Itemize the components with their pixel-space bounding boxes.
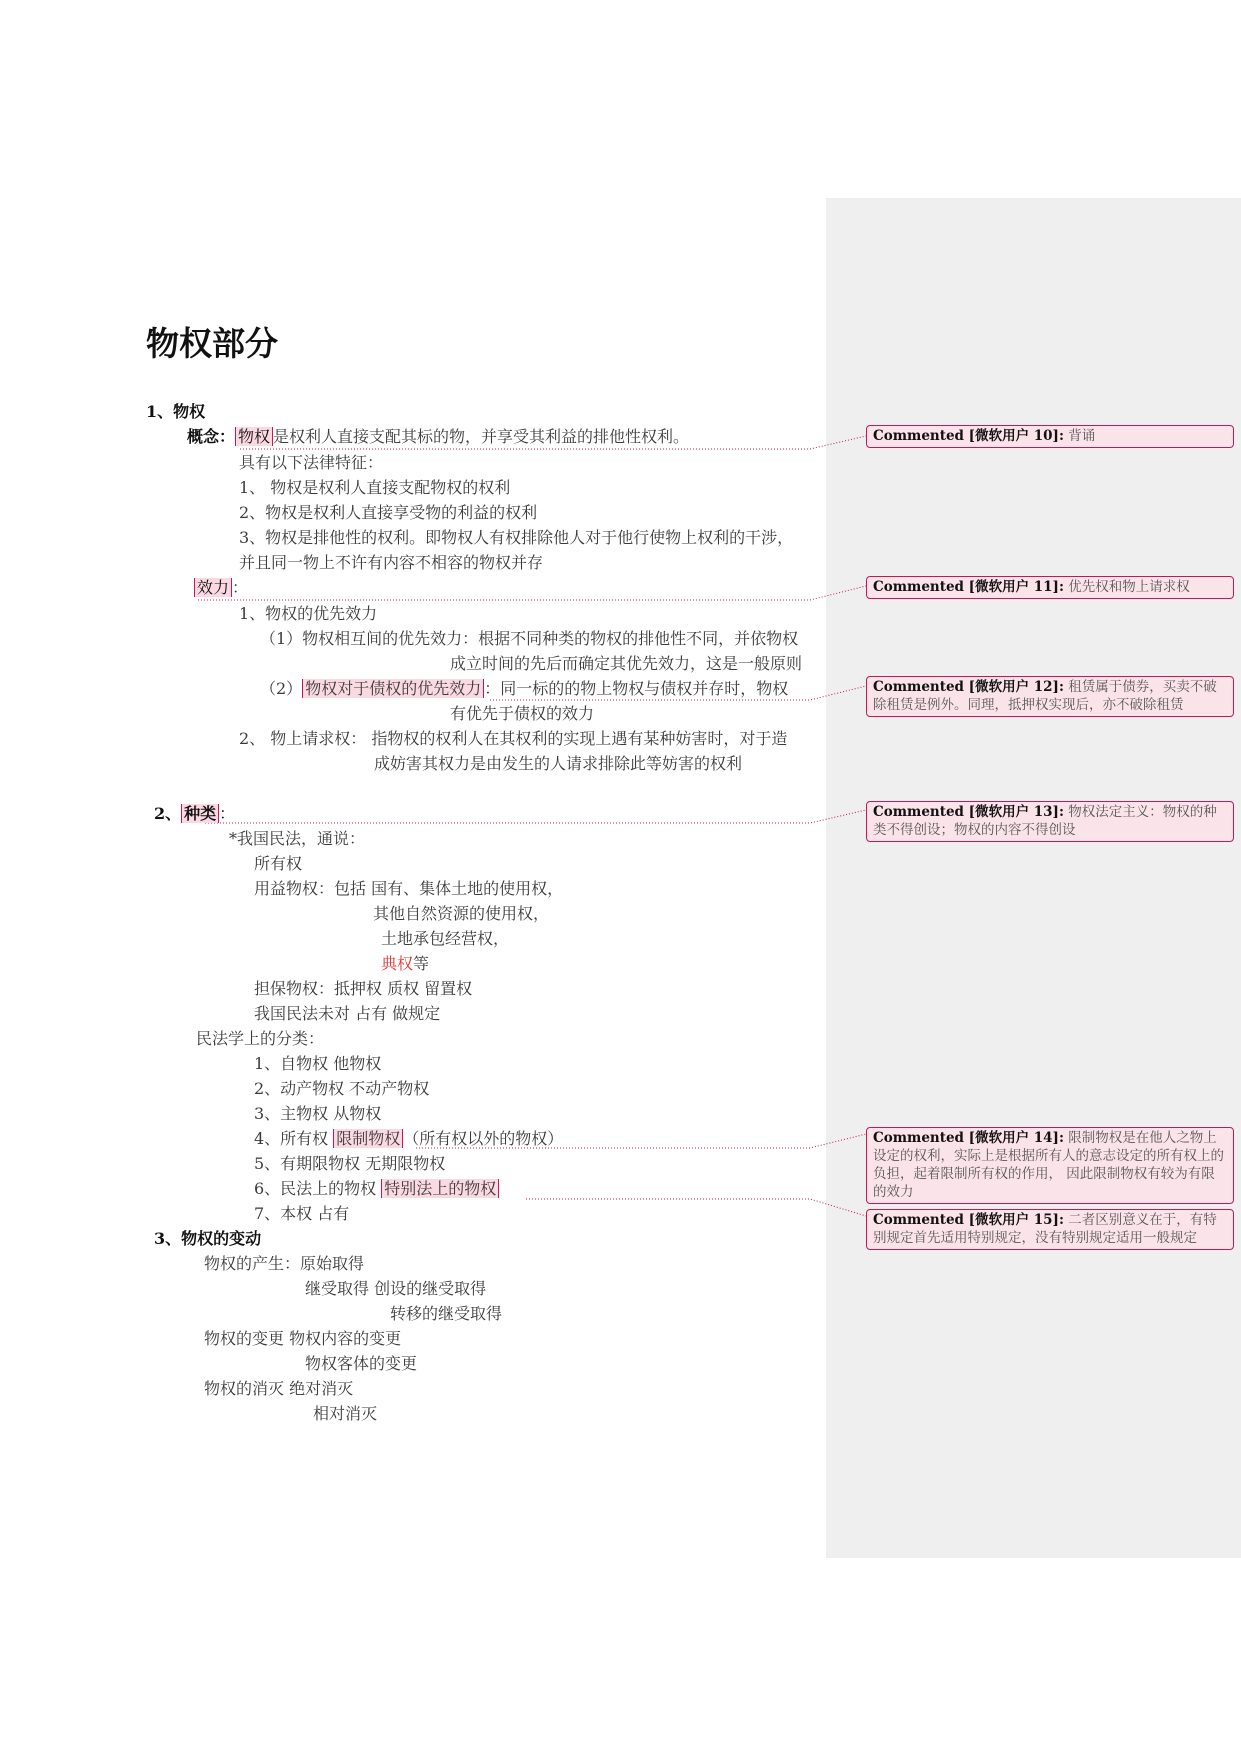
comment-header: Commented [微软用户 11]: bbox=[873, 579, 1064, 595]
page-title: 物权部分 bbox=[146, 324, 278, 363]
generation-1: 物权的产生：原始取得 bbox=[204, 1254, 365, 1273]
comment-header: Commented [微软用户 14]: bbox=[873, 1130, 1064, 1146]
effect-term-highlight[interactable]: 效力 bbox=[194, 578, 232, 597]
feature-1: 1、 物权是权利人直接支配物权的权利 bbox=[239, 478, 511, 497]
features-intro: 具有以下法律特征： bbox=[239, 453, 384, 472]
class-3: 3、主物权 从物权 bbox=[254, 1104, 382, 1123]
effect-2-line2: 成妨害其权力是由发生的人请求排除此等妨害的权利 bbox=[374, 754, 743, 773]
concept-line bbox=[187, 427, 689, 447]
not-covered: 我国民法未对 占有 做规定 bbox=[254, 1004, 441, 1023]
effect-2-line1: 2、 物上请求权： 指物权的权利人在其权利的实现上遇有某种妨害时，对于造 bbox=[239, 729, 788, 748]
comment-text: 租赁属于债券，买卖不破除租赁是例外。同理，抵押权实现后，亦不破除租赁 bbox=[873, 679, 1217, 713]
class-6-term-highlight[interactable]: 特别法上的物权 bbox=[381, 1179, 499, 1198]
class-5: 5、有期限物权 无期限物权 bbox=[254, 1154, 446, 1173]
comment-13[interactable] bbox=[866, 801, 1234, 842]
section-heading-2 bbox=[154, 804, 235, 824]
section-heading-3: 3、物权的变动 bbox=[154, 1229, 262, 1248]
extinction-2: 相对消灭 bbox=[313, 1404, 378, 1423]
comment-header: Commented [微软用户 12]: bbox=[873, 679, 1064, 695]
class-4-term-highlight[interactable]: 限制物权 bbox=[333, 1129, 403, 1148]
feature-3b: 并且同一物上不许有内容不相容的物权并存 bbox=[239, 553, 544, 572]
effect-1b-prefix: （2） bbox=[260, 679, 303, 698]
comment-header: Commented [微软用户 13]: bbox=[873, 804, 1064, 820]
section-heading-1: 1、物权 bbox=[146, 402, 206, 421]
class-7: 7、本权 占有 bbox=[254, 1204, 350, 1223]
class-6 bbox=[254, 1179, 499, 1199]
comment-header: Commented [微软用户 10]: bbox=[873, 428, 1064, 444]
comment-11[interactable] bbox=[866, 576, 1234, 599]
generation-3: 转移的继受取得 bbox=[390, 1304, 503, 1323]
class-2: 2、动产物权 不动产物权 bbox=[254, 1079, 430, 1098]
security-rights: 担保物权：抵押权 质权 留置权 bbox=[254, 979, 473, 998]
comment-text: 背诵 bbox=[1068, 428, 1096, 444]
dian-right-red: 典权 bbox=[381, 954, 414, 973]
feature-3a: 3、物权是排他性的权利。即物权人有权排除他人对于他行使物上权利的干涉， bbox=[239, 528, 794, 547]
civil-law-intro: *我国民法，通说： bbox=[229, 829, 366, 848]
effect-1: 1、物权的优先效力 bbox=[239, 604, 378, 623]
change-1: 物权的变更 物权内容的变更 bbox=[204, 1329, 402, 1348]
comment-header: Commented [微软用户 15]: bbox=[873, 1212, 1064, 1228]
effect-1a-line1: （1）物权相互间的优先效力：根据不同种类的物权的排他性不同，并依物权 bbox=[260, 629, 799, 648]
comment-15[interactable] bbox=[866, 1209, 1234, 1250]
class-1: 1、自物权 他物权 bbox=[254, 1054, 382, 1073]
usufruct-4-rest: 等 bbox=[413, 954, 430, 973]
effect-1b-term-highlight[interactable]: 物权对于债权的优先效力 bbox=[302, 679, 484, 698]
comment-10[interactable] bbox=[866, 425, 1234, 448]
comment-text: 限制物权是在他人之物上设定的权利，实际上是根据所有人的意志设定的所有权上的负担，起着限制所有权的作用， 因此限制物权有较为有限的效力 bbox=[873, 1130, 1224, 1200]
concept-label: 概念： bbox=[187, 427, 236, 446]
class-4-prefix: 4、所有权 bbox=[254, 1129, 329, 1148]
comment-text: 物权法定主义：物权的种类不得创设；物权的内容不得创设 bbox=[873, 804, 1217, 838]
usufruct-4 bbox=[381, 954, 429, 974]
comment-text: 二者区别意义在于，有特别规定首先适用特别规定，没有特别规定适用一般规定 bbox=[873, 1212, 1217, 1246]
effect-1a-line2: 成立时间的先后而确定其优先效力，这是一般原则 bbox=[450, 654, 803, 673]
section-2-number: 2、 bbox=[154, 804, 182, 823]
class-4-suffix: （所有权以外的物权） bbox=[403, 1129, 564, 1148]
class-6-prefix: 6、民法上的物权 bbox=[254, 1179, 377, 1198]
effect-colon: ： bbox=[232, 578, 249, 597]
effect-1b-line2: 有优先于债权的效力 bbox=[450, 704, 595, 723]
section-2-term-highlight[interactable]: 种类 bbox=[181, 804, 219, 823]
concept-term-highlight[interactable]: 物权 bbox=[235, 427, 273, 446]
academic-classification: 民法学上的分类： bbox=[196, 1029, 325, 1048]
effect-1b-line1 bbox=[260, 679, 788, 699]
section-2-colon: ： bbox=[219, 804, 236, 823]
usufruct-3: 土地承包经营权， bbox=[381, 929, 510, 948]
comment-text: 优先权和物上请求权 bbox=[1068, 579, 1190, 595]
usufruct-1: 用益物权：包括 国有、集体土地的使用权， bbox=[254, 879, 564, 898]
usufruct-2: 其他自然资源的使用权， bbox=[373, 904, 550, 923]
class-4 bbox=[254, 1129, 563, 1149]
concept-text: 是权利人直接支配其标的物，并享受其利益的排他性权利。 bbox=[273, 427, 690, 446]
generation-2: 继受取得 创设的继受取得 bbox=[305, 1279, 487, 1298]
comment-14[interactable] bbox=[866, 1127, 1234, 1204]
comment-12[interactable] bbox=[866, 676, 1234, 717]
feature-2: 2、物权是权利人直接享受物的利益的权利 bbox=[239, 503, 538, 522]
change-2: 物权客体的变更 bbox=[305, 1354, 418, 1373]
ownership: 所有权 bbox=[254, 854, 303, 873]
extinction-1: 物权的消灭 绝对消灭 bbox=[204, 1379, 354, 1398]
effect-1b-text: ：同一标的的物上物权与债权并存时，物权 bbox=[484, 679, 789, 698]
effect-line bbox=[194, 578, 248, 598]
